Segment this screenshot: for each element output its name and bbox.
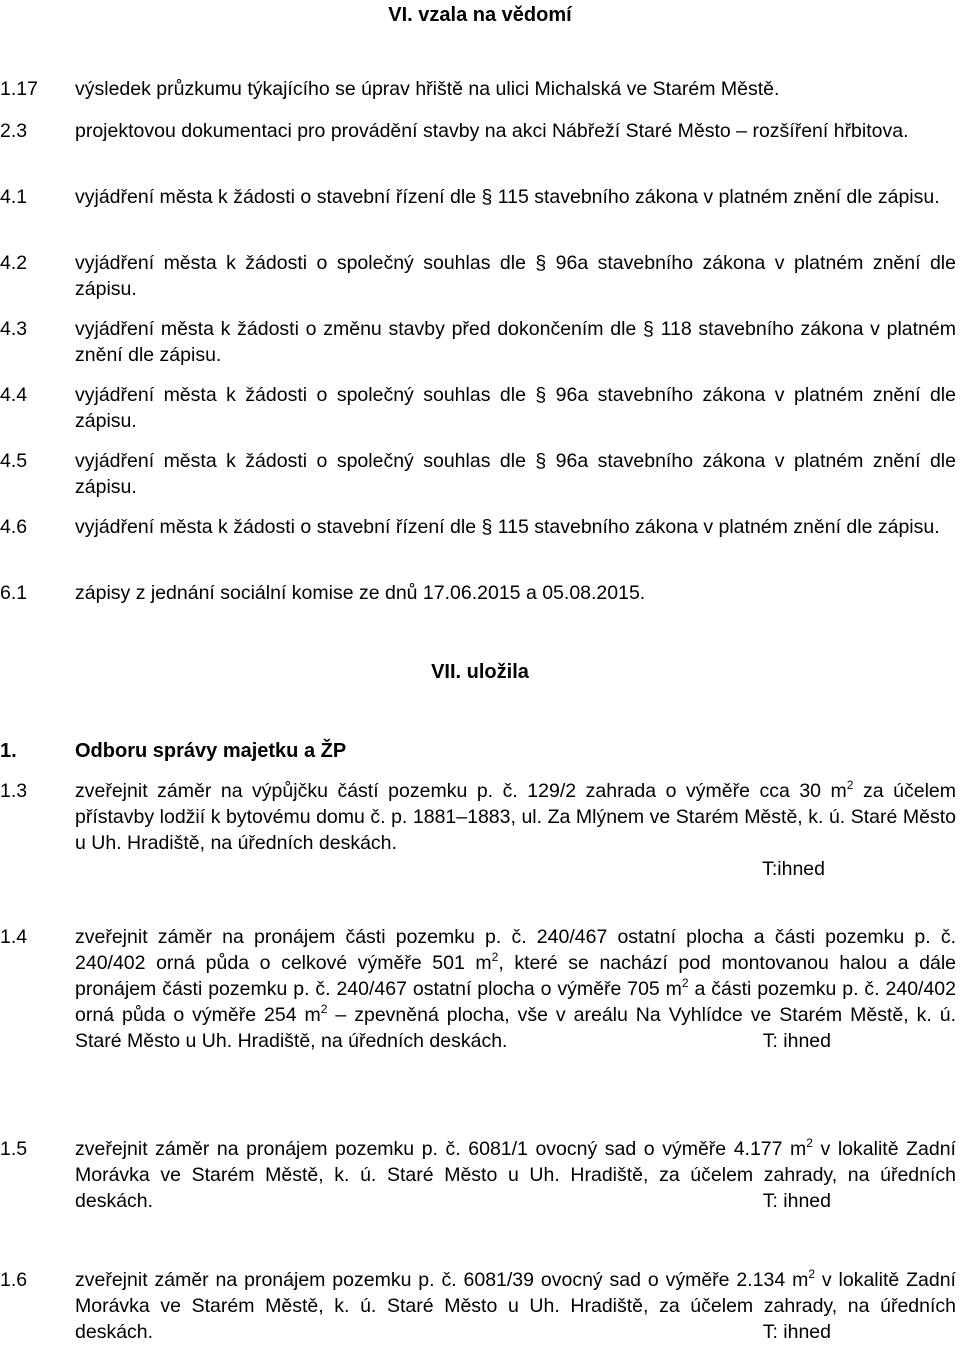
- item-text: vyjádření města k žádosti o společný souhlas dle § 96a stavebního zákona v platném znění dle zápisu.: [75, 384, 956, 432]
- department-number: 1.: [0, 740, 17, 762]
- list-item: [0, 250, 956, 302]
- list-item: [0, 316, 956, 368]
- department-name: Odboru správy majetku a ŽP: [75, 740, 347, 762]
- item-number: 4.5: [0, 450, 28, 472]
- list-item: [0, 448, 956, 500]
- deadline: T: ihned: [762, 1321, 831, 1343]
- section-vi-heading: VI. vzala na vědomí: [388, 4, 572, 26]
- item-text: vyjádření města k žádosti o změnu stavby před dokončením dle § 118 stavebního zákona v platném znění dle zápisu.: [75, 318, 956, 366]
- list-item: [0, 382, 956, 434]
- item-text: projektovou dokumentaci pro provádění stavby na akci Nábřeží Staré Město – rozšíření hřbitova.: [75, 120, 909, 142]
- section-vii-heading: VII. uložila: [431, 661, 529, 683]
- task-item: [0, 1136, 956, 1214]
- item-number: 6.1: [0, 582, 28, 604]
- list-item: [0, 118, 956, 144]
- list-item: [0, 184, 956, 210]
- item-text: zveřejnit záměr na výpůjčku částí pozemku p. č. 129/2 zahrada o výměře cca 30 $m^2$ za účelem přístavby lodžií k bytovému domu č. p. 1881–1883, ul. Za Mlýnem ve Starém Městě, k. ú. Staré Město u Uh. Hradiště, na úředních deskách.: [75, 777, 956, 854]
- list-item: [0, 76, 956, 102]
- task-item: [0, 778, 956, 882]
- item-number: 1.17: [0, 78, 38, 100]
- item-number: 4.1: [0, 186, 28, 208]
- item-number: 1.3: [0, 780, 28, 802]
- item-text: zveřejnit záměr na pronájem části pozemku p. č. 240/467 ostatní plocha a části pozemku p. č. 240/402 orná půda o celkové výměře 501 $m^2$, které se nachází pod montovanou halou a dále pronájem části pozemku p. č. 240/467 ostatní plocha o výměře 705 $m^2$ a části pozemku p. č. 240/402 orná půda o výměře 254 $m^2$ – zpevněná plocha, vše v areálu Na Vyhlídce ve Starém Městě, k. ú. Staré Město u Uh. Hradiště, na úředních deskách. T: ihned: [75, 926, 956, 1052]
- task-item: [0, 924, 956, 1054]
- item-text: zveřejnit záměr na pronájem pozemku p. č. 6081/39 ovocný sad o výměře 2.134 $m^2$ v lokalitě Zadní Morávka ve Starém Městě, k. ú. Staré Město u Uh. Hradiště, za účelem zahrady, na úředních deskách. T: ihned: [75, 1266, 956, 1343]
- item-text: vyjádření města k žádosti o společný souhlas dle § 96a stavebního zákona v platném znění dle zápisu.: [75, 450, 956, 498]
- item-number: 1.5: [0, 1138, 28, 1160]
- list-item: [0, 580, 956, 606]
- item-number: 1.4: [0, 926, 28, 948]
- department-heading: [0, 738, 346, 764]
- deadline: T: ihned: [762, 1030, 831, 1052]
- item-text: vyjádření města k žádosti o společný souhlas dle § 96a stavebního zákona v platném znění dle zápisu.: [75, 252, 956, 300]
- task-item: [0, 1267, 956, 1345]
- item-text: vyjádření města k žádosti o stavební řízení dle § 115 stavebního zákona v platném znění dle zápisu.: [75, 186, 940, 208]
- item-number: 4.6: [0, 516, 28, 538]
- item-number: 2.3: [0, 120, 28, 142]
- list-item: [0, 514, 956, 540]
- item-text: zápisy z jednání sociální komise ze dnů 17.06.2015 a 05.08.2015.: [75, 582, 646, 604]
- item-number: 4.4: [0, 384, 28, 406]
- deadline: T:ihned: [762, 858, 825, 880]
- item-number: 4.2: [0, 252, 28, 274]
- item-text: vyjádření města k žádosti o stavební řízení dle § 115 stavebního zákona v platném znění dle zápisu.: [75, 516, 940, 538]
- item-text: zveřejnit záměr na pronájem pozemku p. č. 6081/1 ovocný sad o výměře 4.177 $m^2$ v lokalitě Zadní Morávka ve Starém Městě, k. ú. Staré Město u Uh. Hradiště, za účelem zahrady, na úředních deskách. T: ihned: [75, 1135, 956, 1212]
- deadline: T: ihned: [762, 1190, 831, 1212]
- item-number: 4.3: [0, 318, 28, 340]
- item-number: 1.6: [0, 1269, 28, 1291]
- item-text: výsledek průzkumu týkajícího se úprav hřiště na ulici Michalská ve Starém Městě.: [75, 78, 780, 100]
